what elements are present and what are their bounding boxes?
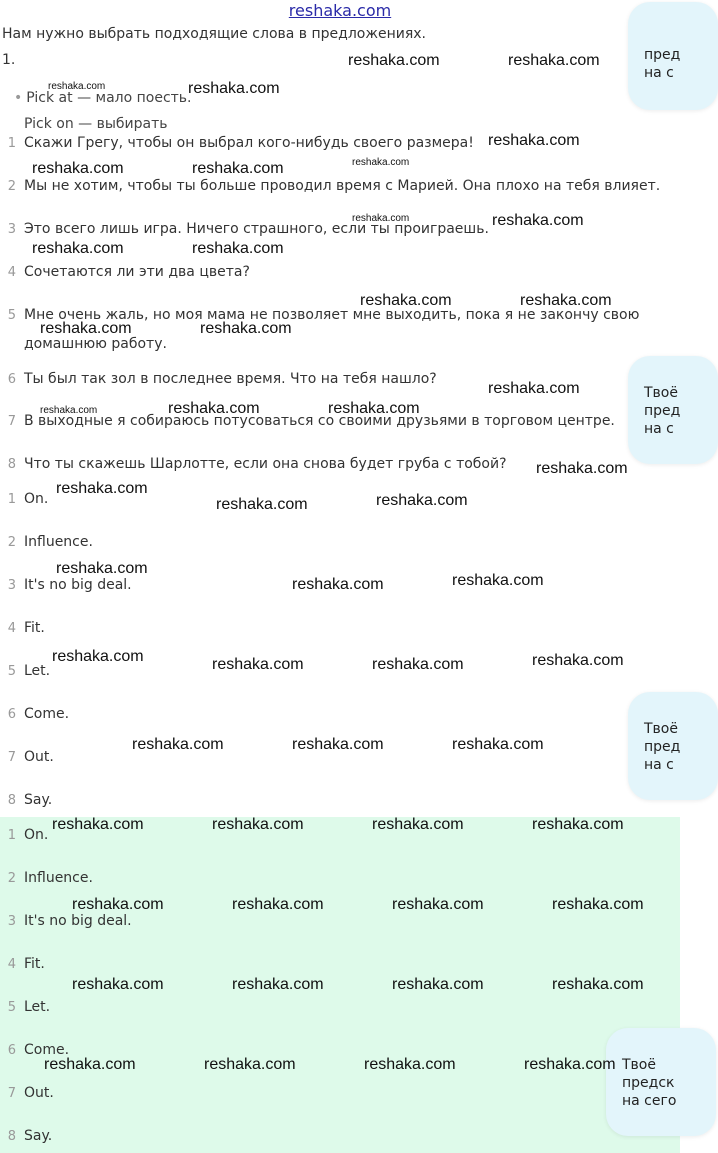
- watermark: reshaka.com: [292, 576, 384, 593]
- answer-row: 3 It's no big deal.: [7, 913, 132, 929]
- answer-row: 8 Say.: [7, 792, 53, 808]
- watermark: reshaka.com: [56, 480, 148, 497]
- watermark: reshaka.com: [488, 380, 580, 397]
- answer-row: 4 Fit.: [7, 956, 45, 972]
- watermark: reshaka.com: [392, 896, 484, 913]
- answer-row: 1 On.: [7, 827, 49, 843]
- answer-row: 2 Influence.: [7, 534, 93, 550]
- watermark: reshaka.com: [552, 976, 644, 993]
- watermark: reshaka.com: [536, 460, 628, 477]
- sentence-row: 3 Это всего лишь игра. Ничего страшного, если ты проиграешь.: [7, 221, 489, 237]
- answer-row: 6 Come.: [7, 1042, 70, 1058]
- watermark: reshaka.com: [348, 52, 440, 69]
- watermark: reshaka.com: [32, 240, 124, 257]
- sentence-row: 4 Сочетаются ли эти два цвета?: [7, 264, 250, 280]
- watermark: reshaka.com: [212, 656, 304, 673]
- sentence-row: 7 В выходные я собираюсь потусоваться со своими друзьями в торговом центре.: [7, 413, 615, 429]
- watermark: reshaka.com: [328, 400, 420, 417]
- watermark: reshaka.com: [352, 157, 410, 168]
- watermark: reshaka.com: [508, 52, 600, 69]
- watermark: reshaka.com: [216, 496, 308, 513]
- chat-bubble[interactable]: пред на с: [628, 2, 718, 110]
- bullet-text: Pick at — мало поесть.: [26, 90, 192, 106]
- watermark: reshaka.com: [492, 212, 584, 229]
- watermark: reshaka.com: [488, 132, 580, 149]
- chat-bubble[interactable]: Твоё пред на с: [628, 356, 718, 464]
- watermark: reshaka.com: [32, 160, 124, 177]
- watermark: reshaka.com: [532, 652, 624, 669]
- watermark: reshaka.com: [40, 405, 98, 416]
- task-intro: Нам нужно выбрать подходящие слова в предложениях.: [2, 26, 426, 42]
- cut-off-line: Pick on — выбирать: [24, 116, 168, 132]
- answer-row: 7 Out.: [7, 749, 54, 765]
- sentence-row: 8 Что ты скажешь Шарлотте, если она снова будет груба с тобой?: [7, 456, 507, 472]
- sentence-row: 6 Ты был так зол в последнее время. Что на тебя нашло?: [7, 371, 437, 387]
- bullet-dot-icon: •: [14, 90, 23, 106]
- site-header-link[interactable]: reshaka.com: [288, 1, 392, 20]
- watermark: reshaka.com: [132, 736, 224, 753]
- watermark: reshaka.com: [168, 400, 260, 417]
- watermark: reshaka.com: [452, 572, 544, 589]
- watermark: reshaka.com: [532, 816, 624, 833]
- watermark: reshaka.com: [52, 648, 144, 665]
- answer-row: 8 Say.: [7, 1128, 53, 1144]
- answer-row: 5 Let.: [7, 999, 51, 1015]
- answer-row: 5 Let.: [7, 663, 51, 679]
- watermark: reshaka.com: [192, 240, 284, 257]
- watermark: reshaka.com: [40, 320, 132, 337]
- watermark: reshaka.com: [524, 1056, 616, 1073]
- watermark: reshaka.com: [452, 736, 544, 753]
- watermark: reshaka.com: [364, 1056, 456, 1073]
- watermark: reshaka.com: [48, 81, 106, 92]
- watermark: reshaka.com: [212, 816, 304, 833]
- sentence-row: 1 Скажи Грегу, чтобы он выбрал кого-нибудь своего размера!: [7, 135, 474, 151]
- watermark: reshaka.com: [200, 320, 292, 337]
- watermark: reshaka.com: [520, 292, 612, 309]
- watermark: reshaka.com: [232, 896, 324, 913]
- watermark: reshaka.com: [376, 492, 468, 509]
- answer-row: 4 Fit.: [7, 620, 45, 636]
- answer-row: 2 Influence.: [7, 870, 93, 886]
- watermark: reshaka.com: [232, 976, 324, 993]
- watermark: reshaka.com: [192, 160, 284, 177]
- answer-row: 3 It's no big deal.: [7, 577, 132, 593]
- watermark: reshaka.com: [44, 1056, 136, 1073]
- watermark: reshaka.com: [372, 816, 464, 833]
- chat-bubble[interactable]: Твоё предск на сего: [606, 1028, 716, 1136]
- answer-row: 1 On.: [7, 491, 49, 507]
- section-number: 1.: [2, 52, 16, 68]
- watermark: reshaka.com: [72, 896, 164, 913]
- watermark: reshaka.com: [360, 292, 452, 309]
- watermark: reshaka.com: [72, 976, 164, 993]
- answer-row: 7 Out.: [7, 1085, 54, 1101]
- answer-row: 6 Come.: [7, 706, 70, 722]
- watermark: reshaka.com: [204, 1056, 296, 1073]
- watermark: reshaka.com: [372, 656, 464, 673]
- watermark: reshaka.com: [352, 213, 410, 224]
- watermark: reshaka.com: [292, 736, 384, 753]
- sentence-row: 2 Мы не хотим, чтобы ты больше проводил время с Марией. Она плохо на тебя влияет.: [7, 178, 661, 194]
- sentence-continuation: домашнюю работу.: [24, 336, 167, 352]
- watermark: reshaka.com: [552, 896, 644, 913]
- bullet-item: [14, 90, 192, 106]
- watermark: reshaka.com: [188, 80, 280, 97]
- chat-bubble[interactable]: Твоё пред на с: [628, 692, 718, 800]
- sentence-row: 5 Мне очень жаль, но моя мама не позволяет мне выходить, пока я не закончу свою: [7, 307, 640, 323]
- watermark: reshaka.com: [52, 816, 144, 833]
- watermark: reshaka.com: [392, 976, 484, 993]
- watermark: reshaka.com: [56, 560, 148, 577]
